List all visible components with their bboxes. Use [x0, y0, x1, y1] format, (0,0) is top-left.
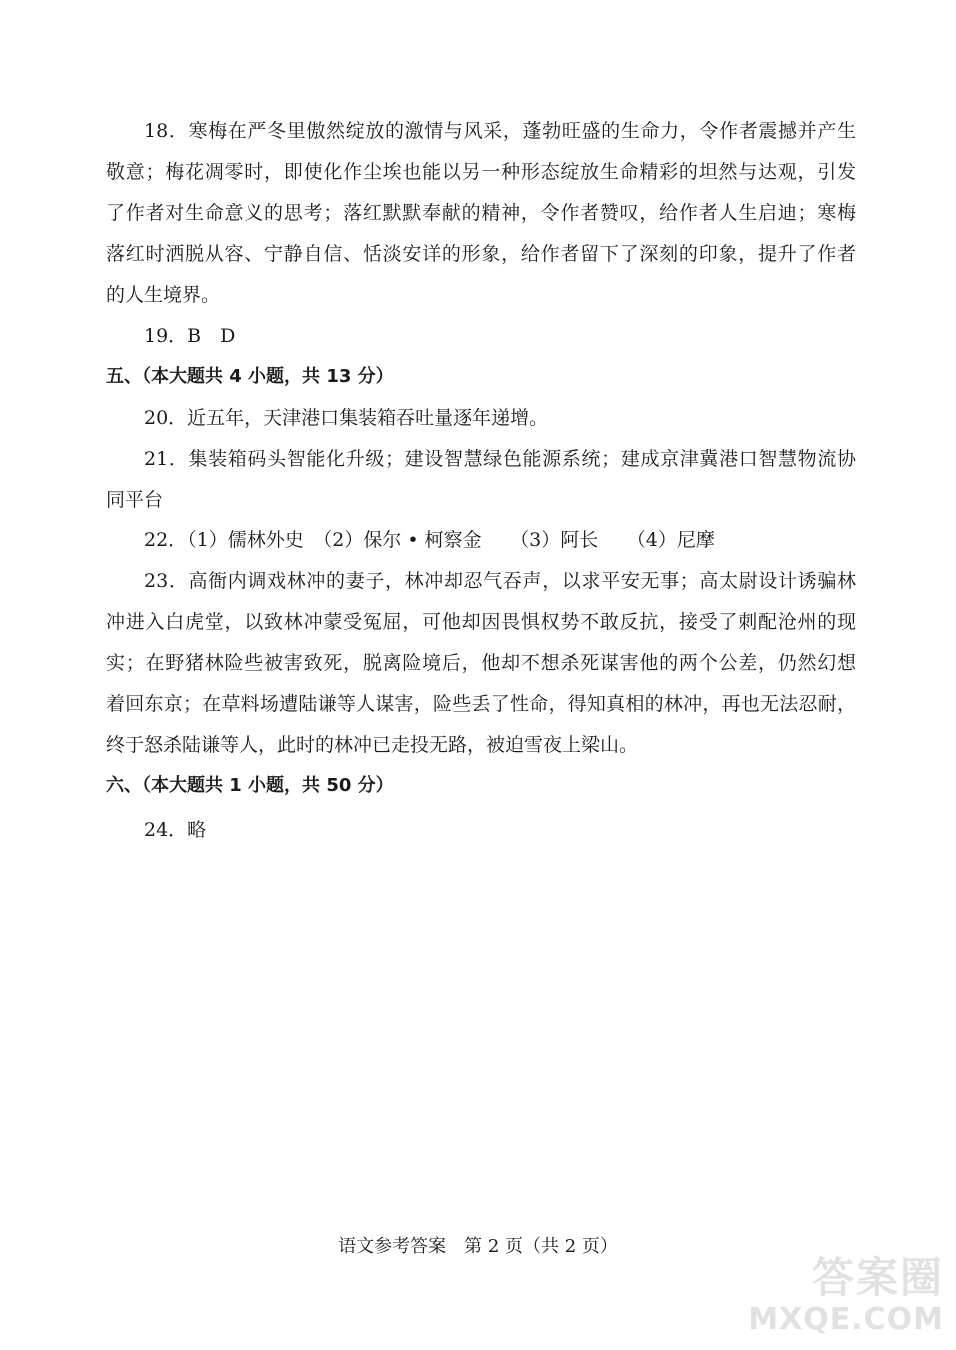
q23-line-2: 冲进入白虎堂，以致林冲蒙受冤屈，可他却因畏惧权势不敢反抗，接受了刺配沧州的现	[106, 611, 856, 633]
q23-line-1: 23．高衙内调戏林冲的妻子，林冲却忍气吞声，以求平安无事；高太尉设计诱骗林	[144, 570, 856, 592]
q23-line-4: 着回东京；在草料场遭陆谦等人谋害，险些丢了性命，得知真相的林冲，再也无法忍耐，	[106, 693, 856, 715]
watermark-logo-text: 答案圈	[811, 1253, 944, 1302]
q22-answer: 22．（1）儒林外史 （2）保尔 • 柯察金 （3）阿长 （4）尼摩	[144, 529, 715, 551]
q23-line-3: 实；在野猪林险些被害致死，脱离险境后，他却不想杀死谋害他的两个公差，仍然幻想	[106, 652, 856, 674]
q24-answer: 24．略	[144, 819, 207, 841]
q21-line-2: 同平台	[106, 489, 164, 511]
q18-line-4: 落红时洒脱从容、宁静自信、恬淡安详的形象，给作者留下了深刻的印象，提升了作者	[106, 243, 856, 265]
q18-line-1: 18．寒梅在严冬里傲然绽放的激情与风采，蓬勃旺盛的生命力，令作者震撼并产生	[144, 120, 856, 142]
q19-answer: 19．B D	[144, 325, 236, 347]
section-six-heading: 六、（本大题共 1 小题，共 50 分）	[106, 775, 394, 796]
page-footer: 语文参考答案 第 2 页（共 2 页）	[338, 1236, 618, 1257]
site-watermark	[744, 1254, 944, 1344]
q18-line-2: 敬意；梅花凋零时，即使化作尘埃也能以另一种形态绽放生命精彩的坦然与达观，引发	[106, 161, 856, 183]
watermark-url-text: MXQE.COM	[748, 1302, 944, 1337]
q18-line-3: 了作者对生命意义的思考；落红默默奉献的精神，令作者赞叹，给作者人生启迪；寒梅	[106, 202, 856, 224]
q20-answer: 20．近五年，天津港口集装箱吞吐量逐年递增。	[144, 407, 549, 429]
section-five-heading: 五、（本大题共 4 小题，共 13 分）	[106, 366, 394, 387]
q23-line-5: 终于怒杀陆谦等人，此时的林冲已走投无路，被迫雪夜上梁山。	[106, 734, 639, 756]
q21-line-1: 21．集装箱码头智能化升级；建设智慧绿色能源系统；建成京津冀港口智慧物流协	[144, 448, 856, 470]
q18-line-5: 的人生境界。	[106, 284, 221, 306]
